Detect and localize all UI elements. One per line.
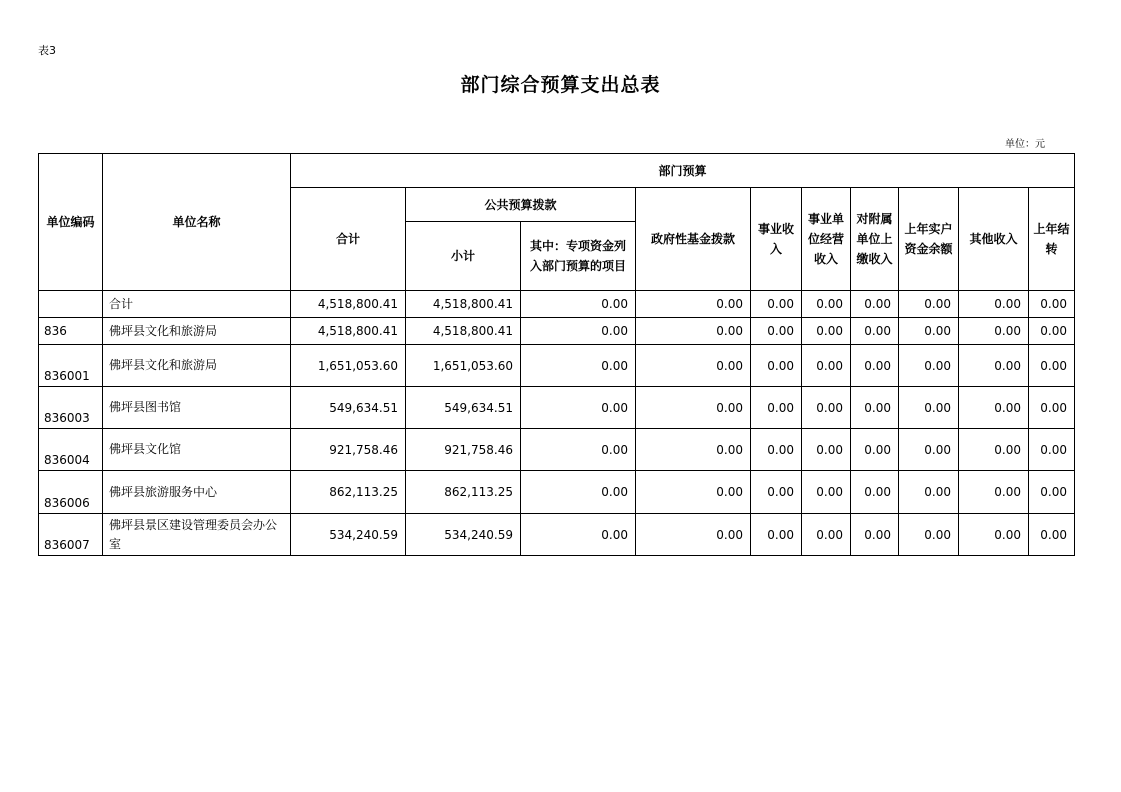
value-cell: 1,651,053.60 xyxy=(406,345,521,387)
table-row xyxy=(39,387,1075,429)
value-cell: 0.00 xyxy=(636,345,751,387)
value-cell: 4,518,800.41 xyxy=(406,291,521,318)
value-cell: 0.00 xyxy=(899,345,959,387)
value-cell: 0.00 xyxy=(959,318,1029,345)
value-cell: 0.00 xyxy=(959,429,1029,471)
value-cell: 0.00 xyxy=(959,291,1029,318)
value-cell: 0.00 xyxy=(851,514,899,556)
value-cell: 0.00 xyxy=(751,318,802,345)
value-cell: 0.00 xyxy=(1029,387,1075,429)
value-cell: 0.00 xyxy=(636,429,751,471)
unit-code-cell: 836007 xyxy=(39,514,103,556)
value-cell: 0.00 xyxy=(521,291,636,318)
value-cell: 0.00 xyxy=(899,429,959,471)
value-cell: 862,113.25 xyxy=(406,471,521,514)
value-cell: 0.00 xyxy=(899,291,959,318)
value-cell: 0.00 xyxy=(751,345,802,387)
value-cell: 0.00 xyxy=(1029,318,1075,345)
value-cell: 0.00 xyxy=(899,471,959,514)
value-cell: 0.00 xyxy=(521,514,636,556)
value-cell: 1,651,053.60 xyxy=(291,345,406,387)
value-cell: 0.00 xyxy=(899,387,959,429)
value-cell: 534,240.59 xyxy=(406,514,521,556)
unit-code-cell: 836001 xyxy=(39,345,103,387)
value-cell: 0.00 xyxy=(521,345,636,387)
value-cell: 0.00 xyxy=(521,471,636,514)
table-row xyxy=(39,429,1075,471)
value-cell: 0.00 xyxy=(851,345,899,387)
header-business-income: 事业收入 xyxy=(751,188,802,291)
header-special-funds: 其中：专项资金列入部门预算的项目 xyxy=(521,222,636,291)
header-gov-fund: 政府性基金拨款 xyxy=(636,188,751,291)
value-cell: 549,634.51 xyxy=(406,387,521,429)
header-subordinate-income: 对附属单位上缴收入 xyxy=(851,188,899,291)
value-cell: 0.00 xyxy=(521,429,636,471)
value-cell: 0.00 xyxy=(851,291,899,318)
value-cell: 921,758.46 xyxy=(291,429,406,471)
value-cell: 0.00 xyxy=(851,471,899,514)
value-cell: 0.00 xyxy=(1029,471,1075,514)
unit-name-cell: 佛坪县图书馆 xyxy=(103,387,291,429)
header-prior-year-balance: 上年实户资金余额 xyxy=(899,188,959,291)
value-cell: 0.00 xyxy=(959,345,1029,387)
table-row xyxy=(39,291,1075,318)
table-number-label: 表3 xyxy=(38,44,56,57)
table-row xyxy=(39,318,1075,345)
value-cell: 921,758.46 xyxy=(406,429,521,471)
unit-code-cell: 836004 xyxy=(39,429,103,471)
value-cell: 0.00 xyxy=(521,318,636,345)
budget-expenditure-table xyxy=(38,153,1075,556)
value-cell: 0.00 xyxy=(636,291,751,318)
value-cell: 4,518,800.41 xyxy=(406,318,521,345)
value-cell: 0.00 xyxy=(802,514,851,556)
header-public-budget: 公共预算拨款 xyxy=(406,188,636,222)
unit-name-cell: 佛坪县文化和旅游局 xyxy=(103,345,291,387)
page-title: 部门综合预算支出总表 xyxy=(460,74,661,96)
value-cell: 0.00 xyxy=(636,318,751,345)
unit-name-cell: 佛坪县景区建设管理委员会办公室 xyxy=(103,514,291,556)
value-cell: 4,518,800.41 xyxy=(291,318,406,345)
header-other-income: 其他收入 xyxy=(959,188,1029,291)
value-cell: 0.00 xyxy=(802,471,851,514)
value-cell: 0.00 xyxy=(1029,345,1075,387)
value-cell: 0.00 xyxy=(959,471,1029,514)
value-cell: 862,113.25 xyxy=(291,471,406,514)
header-business-unit-income: 事业单位经营收入 xyxy=(802,188,851,291)
header-unit-name: 单位名称 xyxy=(103,154,291,291)
unit-code-cell: 836003 xyxy=(39,387,103,429)
value-cell: 0.00 xyxy=(959,514,1029,556)
value-cell: 0.00 xyxy=(851,318,899,345)
value-cell: 0.00 xyxy=(751,291,802,318)
value-cell: 4,518,800.41 xyxy=(291,291,406,318)
header-dept-budget: 部门预算 xyxy=(291,154,1075,188)
unit-name-cell: 佛坪县旅游服务中心 xyxy=(103,471,291,514)
table-row xyxy=(39,514,1075,556)
value-cell: 534,240.59 xyxy=(291,514,406,556)
value-cell: 0.00 xyxy=(636,514,751,556)
value-cell: 0.00 xyxy=(802,291,851,318)
value-cell: 0.00 xyxy=(1029,514,1075,556)
value-cell: 0.00 xyxy=(802,318,851,345)
unit-code-cell: 836006 xyxy=(39,471,103,514)
value-cell: 0.00 xyxy=(899,318,959,345)
value-cell: 0.00 xyxy=(899,514,959,556)
header-subtotal: 小计 xyxy=(406,222,521,291)
value-cell: 0.00 xyxy=(802,387,851,429)
unit-code-cell xyxy=(39,291,103,318)
value-cell: 0.00 xyxy=(751,387,802,429)
value-cell: 0.00 xyxy=(851,387,899,429)
unit-name-cell: 佛坪县文化馆 xyxy=(103,429,291,471)
value-cell: 0.00 xyxy=(1029,291,1075,318)
value-cell: 549,634.51 xyxy=(291,387,406,429)
unit-name-cell: 合计 xyxy=(103,291,291,318)
unit-label: 单位：元 xyxy=(1005,139,1045,150)
header-unit-code: 单位编码 xyxy=(39,154,103,291)
value-cell: 0.00 xyxy=(802,345,851,387)
header-total: 合计 xyxy=(291,188,406,291)
header-prior-year-carryover: 上年结转 xyxy=(1029,188,1075,291)
value-cell: 0.00 xyxy=(751,471,802,514)
value-cell: 0.00 xyxy=(636,471,751,514)
value-cell: 0.00 xyxy=(636,387,751,429)
table-row xyxy=(39,345,1075,387)
value-cell: 0.00 xyxy=(1029,429,1075,471)
unit-code-cell: 836 xyxy=(39,318,103,345)
table-row xyxy=(39,471,1075,514)
value-cell: 0.00 xyxy=(802,429,851,471)
value-cell: 0.00 xyxy=(959,387,1029,429)
value-cell: 0.00 xyxy=(751,429,802,471)
value-cell: 0.00 xyxy=(521,387,636,429)
value-cell: 0.00 xyxy=(751,514,802,556)
value-cell: 0.00 xyxy=(851,429,899,471)
unit-name-cell: 佛坪县文化和旅游局 xyxy=(103,318,291,345)
